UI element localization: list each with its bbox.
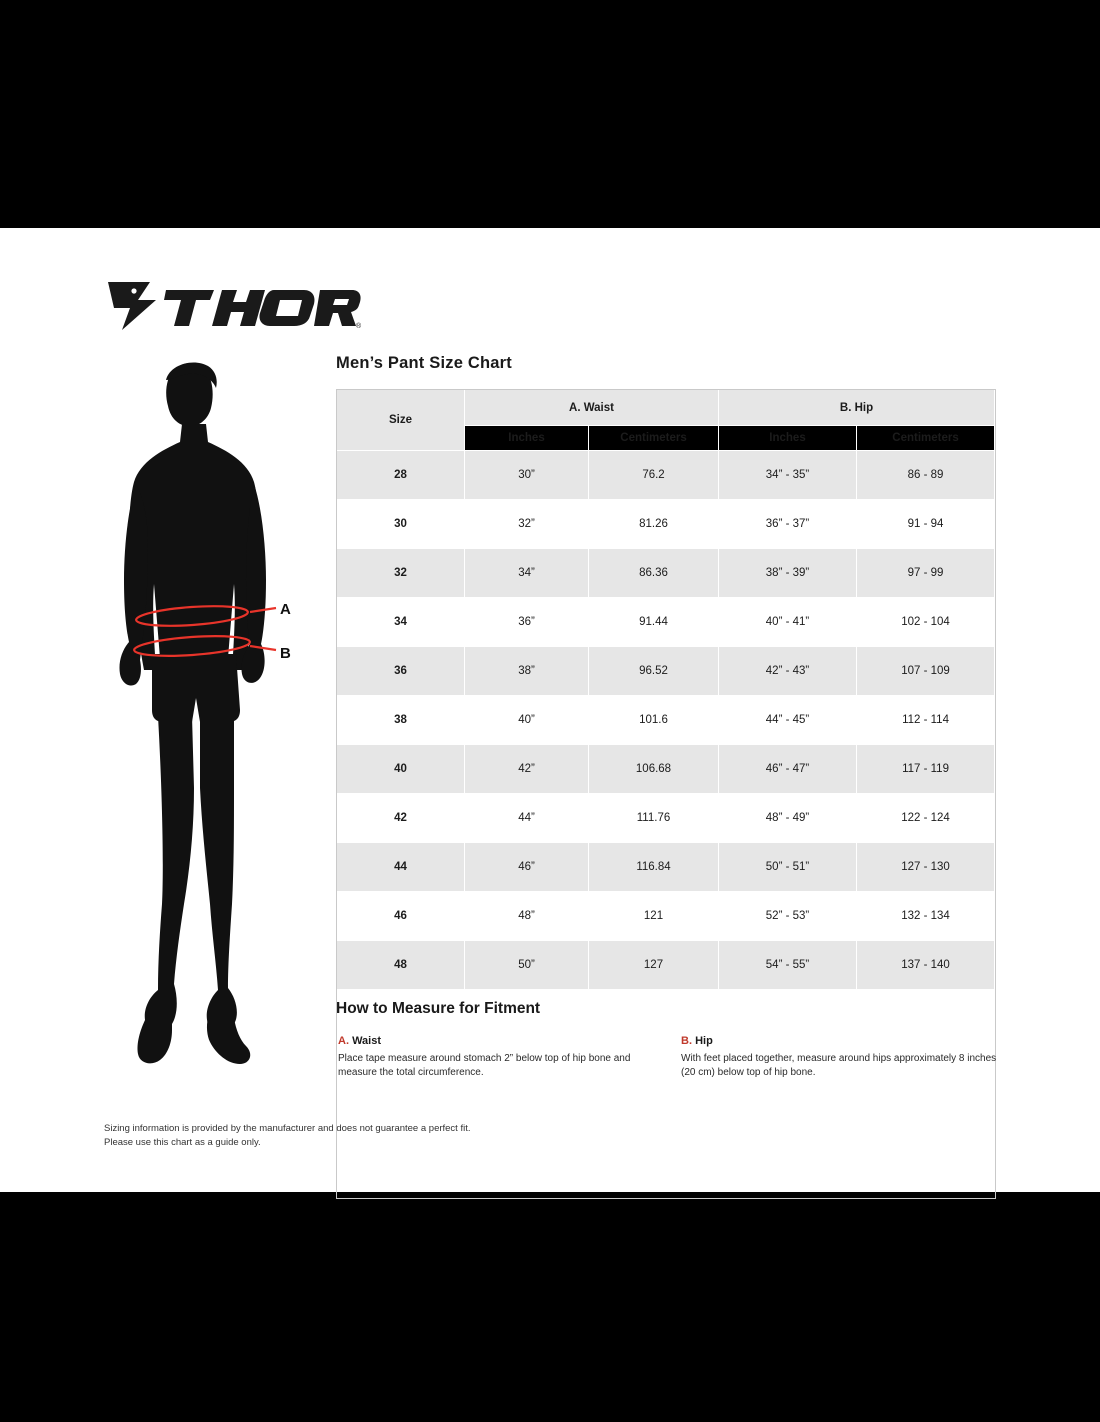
header-group-hip: B. Hip — [719, 390, 995, 426]
cell-size: 38 — [337, 696, 465, 745]
cell-hip-inches: 44” - 45” — [719, 696, 857, 745]
measure-hip-text: With feet placed together, measure around hips approximately 8 inches (20 cm) below top of hip bone. — [681, 1052, 997, 1079]
cell-waist-cm: 111.76 — [589, 794, 719, 843]
cell-hip-cm: 117 - 119 — [857, 745, 995, 794]
cell-waist-inches: 36” — [465, 598, 589, 647]
cell-hip-inches: 34” - 35” — [719, 451, 857, 500]
cell-hip-cm: 102 - 104 — [857, 598, 995, 647]
header-hip-centimeters: Centimeters — [857, 426, 995, 451]
cell-waist-inches: 32” — [465, 500, 589, 549]
disclaimer-line-1: Sizing information is provided by the manufacturer and does not guarantee a perfect fit. — [104, 1123, 471, 1134]
table-row — [337, 696, 995, 745]
cell-hip-cm: 91 - 94 — [857, 500, 995, 549]
cell-size: 36 — [337, 647, 465, 696]
cell-size: 30 — [337, 500, 465, 549]
cell-waist-cm: 81.26 — [589, 500, 719, 549]
cell-waist-cm: 127 — [589, 941, 719, 990]
measure-waist-text: Place tape measure around stomach 2” below top of hip bone and measure the total circumference. — [338, 1052, 631, 1079]
cell-size: 44 — [337, 843, 465, 892]
size-chart-table — [336, 389, 995, 990]
measure-hip-heading — [681, 1034, 1001, 1050]
measure-hip-letter: B. — [681, 1035, 692, 1047]
cell-waist-cm: 91.44 — [589, 598, 719, 647]
table-row — [337, 794, 995, 843]
measure-hip-name: Hip — [695, 1035, 713, 1047]
cell-hip-inches: 40” - 41” — [719, 598, 857, 647]
cell-waist-cm: 116.84 — [589, 843, 719, 892]
cell-hip-inches: 38” - 39” — [719, 549, 857, 598]
cell-size: 28 — [337, 451, 465, 500]
cell-hip-cm: 127 - 130 — [857, 843, 995, 892]
table-row — [337, 451, 995, 500]
cell-size: 32 — [337, 549, 465, 598]
measure-waist-block — [338, 1034, 658, 1081]
thor-logo — [104, 276, 364, 336]
size-chart-page — [0, 228, 1100, 1192]
header-waist-centimeters: Centimeters — [589, 426, 719, 451]
figure-label-a: A — [280, 601, 291, 618]
table-head — [337, 390, 995, 451]
cell-waist-inches: 38” — [465, 647, 589, 696]
cell-hip-inches: 46” - 47” — [719, 745, 857, 794]
table-row — [337, 745, 995, 794]
cell-waist-inches: 50” — [465, 941, 589, 990]
cell-waist-inches: 48” — [465, 892, 589, 941]
cell-waist-cm: 121 — [589, 892, 719, 941]
cell-hip-cm: 122 - 124 — [857, 794, 995, 843]
cell-size: 34 — [337, 598, 465, 647]
cell-hip-inches: 50” - 51” — [719, 843, 857, 892]
cell-waist-inches: 44” — [465, 794, 589, 843]
table-row — [337, 843, 995, 892]
thor-logo-icon — [104, 276, 364, 336]
table-row — [337, 941, 995, 990]
measure-waist-heading — [338, 1034, 658, 1050]
table-row — [337, 500, 995, 549]
cell-size: 40 — [337, 745, 465, 794]
svg-text:®: ® — [356, 323, 362, 330]
cell-waist-inches: 40” — [465, 696, 589, 745]
table-body — [337, 451, 995, 990]
cell-hip-cm: 112 - 114 — [857, 696, 995, 745]
disclaimer-line-2: Please use this chart as a guide only. — [104, 1137, 261, 1149]
cell-hip-cm: 97 - 99 — [857, 549, 995, 598]
figure-label-b: B — [280, 645, 291, 662]
table-row — [337, 598, 995, 647]
header-hip-inches: Inches — [719, 426, 857, 451]
cell-size: 48 — [337, 941, 465, 990]
table-row — [337, 647, 995, 696]
cell-waist-inches: 42” — [465, 745, 589, 794]
cell-waist-cm: 96.52 — [589, 647, 719, 696]
cell-hip-cm: 132 - 134 — [857, 892, 995, 941]
cell-hip-cm: 86 - 89 — [857, 451, 995, 500]
cell-hip-inches: 42” - 43” — [719, 647, 857, 696]
table-row — [337, 892, 995, 941]
table-group-header-row — [337, 390, 995, 426]
measure-hip-block — [681, 1034, 1001, 1081]
measure-waist-letter: A. — [338, 1035, 349, 1047]
male-body-figure — [108, 358, 308, 1158]
header-group-waist: A. Waist — [465, 390, 719, 426]
cell-waist-inches: 46” — [465, 843, 589, 892]
cell-hip-inches: 52” - 53” — [719, 892, 857, 941]
cell-waist-cm: 106.68 — [589, 745, 719, 794]
header-waist-inches: Inches — [465, 426, 589, 451]
cell-hip-inches: 54” - 55” — [719, 941, 857, 990]
cell-waist-cm: 86.36 — [589, 549, 719, 598]
cell-size: 46 — [337, 892, 465, 941]
howto-title: How to Measure for Fitment — [336, 1000, 541, 1017]
cell-waist-cm: 76.2 — [589, 451, 719, 500]
cell-waist-inches: 30” — [465, 451, 589, 500]
cell-waist-cm: 101.6 — [589, 696, 719, 745]
disclaimer — [104, 1122, 471, 1151]
cell-hip-cm: 107 - 109 — [857, 647, 995, 696]
body-silhouette-icon — [108, 358, 308, 1158]
cell-waist-inches: 34” — [465, 549, 589, 598]
header-size: Size — [337, 390, 465, 451]
cell-hip-cm: 137 - 140 — [857, 941, 995, 990]
page-title: Men’s Pant Size Chart — [336, 354, 512, 372]
cell-hip-inches: 48” - 49” — [719, 794, 857, 843]
cell-size: 42 — [337, 794, 465, 843]
measure-waist-name: Waist — [352, 1035, 381, 1047]
table-row — [337, 549, 995, 598]
cell-hip-inches: 36” - 37” — [719, 500, 857, 549]
